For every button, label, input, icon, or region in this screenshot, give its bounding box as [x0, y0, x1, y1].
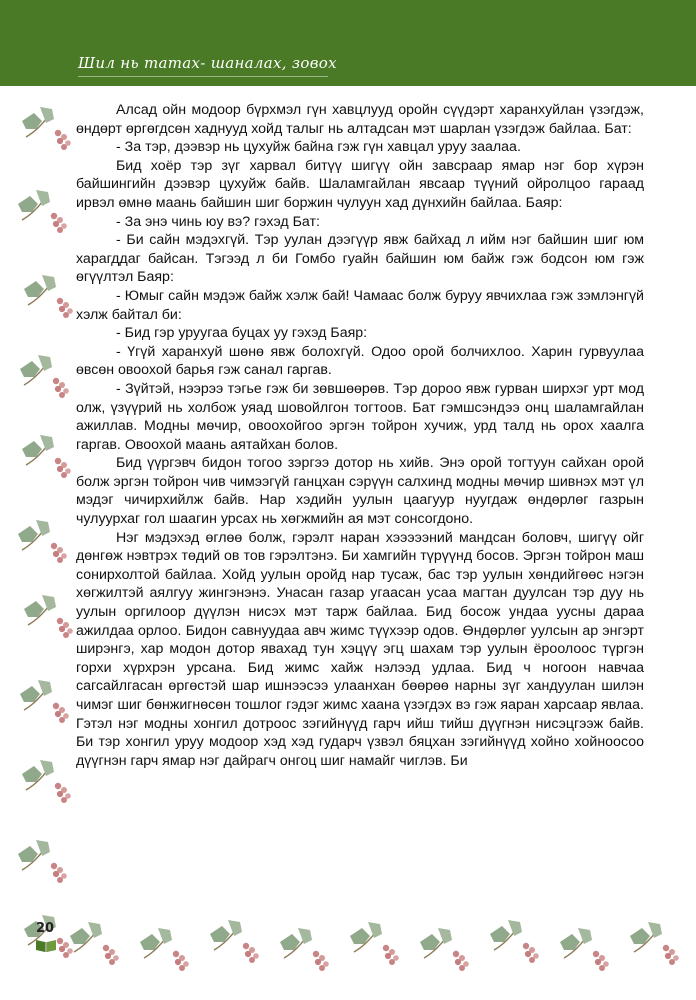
header-rule — [78, 76, 328, 77]
page-number: 20 — [36, 921, 55, 936]
chapter-title: Шил нь татах- шаналах, зовох — [78, 54, 337, 72]
paragraph: Алсад ойн модоор бүрхмэл гүн хавцлууд оройн сүүдэрт харанхуйлан үзэгдэж, өндөрт өргөгдсөн хаднууд хойд талыг нь алтадсан мэт шарлан үзэгдэж байлаа. Бат: — [76, 102, 644, 137]
story-text — [76, 101, 644, 770]
paragraph: - За тэр, дээвэр нь цухуйж байна гэж гүн хавцал уруу заалаа. — [116, 139, 521, 156]
paragraph: - За энэ чинь юу вэ? гэхэд Бат: — [116, 213, 320, 230]
bottom-branch-decoration — [70, 918, 690, 988]
paragraph: - Бид гэр уруугаа буцах уу гэхэд Баяр: — [116, 325, 368, 342]
page-header-band — [0, 0, 696, 86]
paragraph: - Би сайн мэдэхгүй. Тэр уулан дээгүүр явж байхад л ийм нэг байшин шиг юм харагддаг байсан. Тэгээд л би Гомбо гуайн байшин юм байж гэж бодсон юм гэж өгүүлтэл Баяр: — [76, 232, 644, 286]
book-icon — [34, 937, 58, 953]
paragraph: - Юмыг сайн мэдэж байж хэлж бай! Чамаас болж буруу явчихлаа гэж зэмлэнгүй хэлж байтал би: — [76, 287, 644, 323]
paragraph: - Зүйтэй, нээрээ тэгье гэж би зөвшөөрөв. Тэр дороо явж гурван ширхэг урт мод олж, үзүүрий нь холбож уяад шовойлгон тогтоов. Бат гэмшсэндээ онц шаламгайлан ажиллав. Модны мөчир, овоохойгоо эргэн тойрон хучиж, урд талд нь орох хаалга гаргав. Овоохой маань аятайхан болов. — [76, 380, 644, 453]
paragraph: - Үгүй харанхуй шөнө явж болохгүй. Одоо орой болчихлоо. Харин гурвуулаа өвсөн овоохой барья гэж санал гаргав. — [76, 343, 644, 379]
paragraph: Нэг мэдэхэд өглөө болж, гэрэлт наран хэээээний мандсан боловч, шигүү ойг дөнгөж нэвтрэх төдий ов тов гэрэлтэнэ. Би хамгийн түрүүнд босов. Эргэн тойрон маш сонирхолтой байлаа. Хойд уулын оройд нар тусаж, бас тэр уулын хөндийгөөс нэгэн хөгжилтэй аялгуу жингэнэнэ. Унасан газар угаасан усаа магтан дуулсан тэр дуу нь уулын оргилоор дүүлэн нисэх мэт тарж байлаа. Бид босож ундаа уусны дараа ажилдаа орлоо. Бидон савнуудаа авч жимс түүхээр одов. Өндөрлөг уулсын ар энгэрт ширэнгэ, хар модон дотор явахад тун хэцүү эгц шахам тэр уулын ёроолоос түргэн горхи хүрхрэн урсана. Бид жимс хайж нэлээд удлаа. Бид ч ногоон навчаа сагсайлгасан өргөстэй шар ишнээсээ улаанхан бөөрөө нарны зүг хандуулан шилэн чимэг шиг бөнжигнөсөн тошлог гэдэг жимс хаана үзэгдэх вэ гэж яаран харсаар явлаа. Гэтэл нэг модны хонгил дотроос зэгийнүүд гарч ийш тийш дүүгнэн нисэцгээж байв. Би тэр хонгил уруу модоор хэд хэд гударч үзвэл бяцхан зэгийнүүд хойно хойноосоо дүүгнэн гарч ямар нэг дайрагч онгоц шиг намайг чиглэв. Би — [76, 529, 644, 769]
paragraph: Бид үүргэвч бидон тогоо зэргээ дотор нь хийв. Энэ орой тогтуун сайхан орой болж эргэн тойрон чив чимээгүй ганцхан сэрүүн салхинд модны мөчир шивнэх мэт үл мэдэг чичирхийлж байв. Нар хэдийн уулын цаагуур нуугдаж өндөрлөг газрын чулуурхаг гол шаагин урсах нь хөгжмийн ая мэт сонсогдоно. — [76, 455, 644, 528]
paragraph: Бид хоёр тэр зүг харвал битүү шигүү ойн завсраар ямар нэг бор хүрэн байшингийн дээвэр цухуйж байв. Шаламгайлан явсаар түүний ойролцоо гараад ирвэл өмнө маань байшин шиг боржин чулуун хад дүнхийн байлаа. Баяр: — [76, 157, 644, 211]
